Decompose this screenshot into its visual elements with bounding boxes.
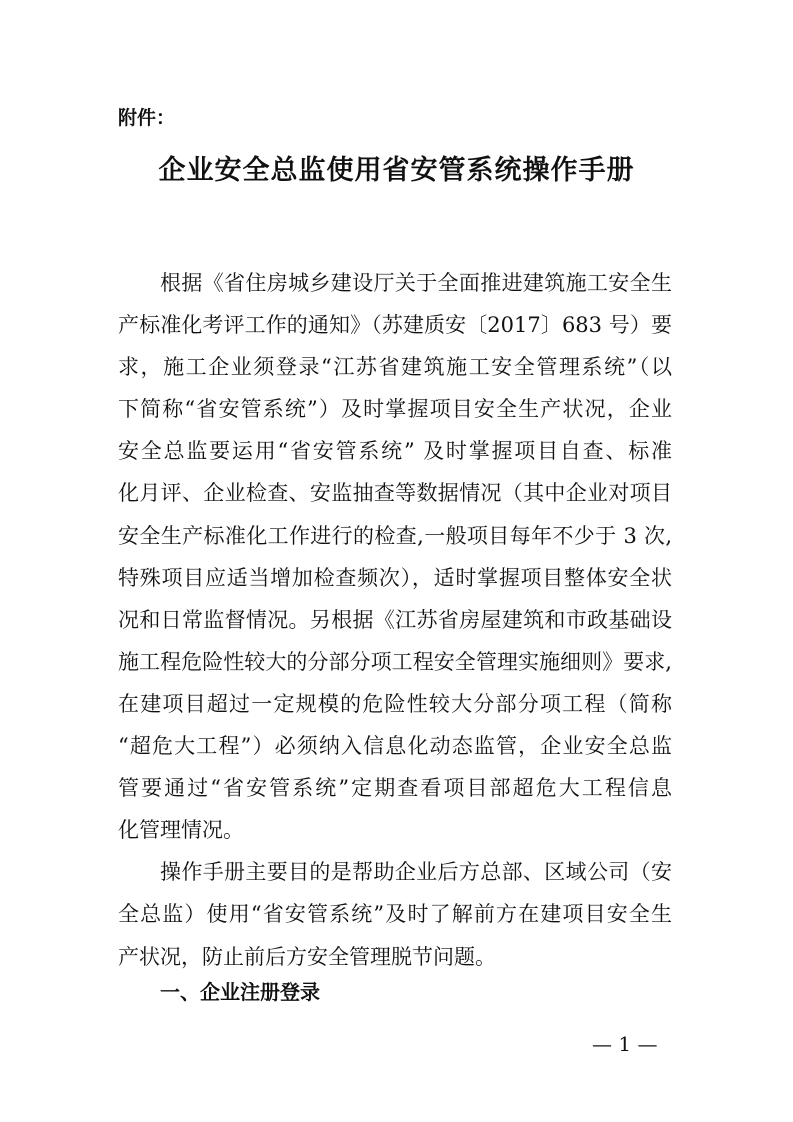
- text-line: 安全生产标准化工作进行的检查,一般项目每年不少于 3 次,: [118, 523, 672, 548]
- attachment-label: 附件：: [118, 107, 176, 129]
- text-line: 产状况，防止前后方安全管理脱节问题。: [118, 944, 496, 969]
- text-line: 管要通过“省安管系统”定期查看项目部超危大工程信息: [118, 776, 672, 801]
- document-body: [118, 268, 672, 984]
- text-line: 施工程危险性较大的分部分项工程安全管理实施细则》要求,: [118, 649, 672, 674]
- paragraph-2: [118, 857, 672, 983]
- paragraph-1: [118, 268, 672, 857]
- text-line: “超危大工程”）必须纳入信息化动态监管，企业安全总监: [118, 734, 672, 759]
- text-line: 根据《省住房城乡建设厅关于全面推进建筑施工安全生: [160, 271, 672, 295]
- document-title: 企业安全总监使用省安管系统操作手册: [158, 155, 635, 186]
- text-line: 安全总监要运用“省安管系统” 及时掌握项目自查、标准: [118, 439, 672, 464]
- text-line: 特殊项目应适当增加检查频次），适时掌握项目整体安全状: [118, 565, 672, 590]
- text-line: 况和日常监督情况。另根据《江苏省房屋建筑和市政基础设: [118, 607, 672, 632]
- text-line: 下简称“省安管系统”）及时掌握项目安全生产状况，企业: [118, 397, 672, 422]
- text-line: 产标准化考评工作的通知》（苏建质安〔2017〕683 号）要: [118, 313, 672, 338]
- section-heading: 一、企业注册登录: [160, 980, 320, 1004]
- text-line: 在建项目超过一定规模的危险性较大分部分项工程（简称: [118, 691, 672, 716]
- text-line: 全总监）使用“省安管系统”及时了解前方在建项目安全生: [118, 902, 672, 927]
- text-line: 化管理情况。: [118, 818, 244, 843]
- text-line: 操作手册主要目的是帮助企业后方总部、区域公司（安: [160, 860, 672, 885]
- text-line: 化月评、企业检查、安监抽查等数据情况（其中企业对项目: [118, 481, 672, 506]
- page-number: — 1 —: [592, 1032, 658, 1056]
- text-line: 求，施工企业须登录“江苏省建筑施工安全管理系统”（以: [118, 355, 672, 380]
